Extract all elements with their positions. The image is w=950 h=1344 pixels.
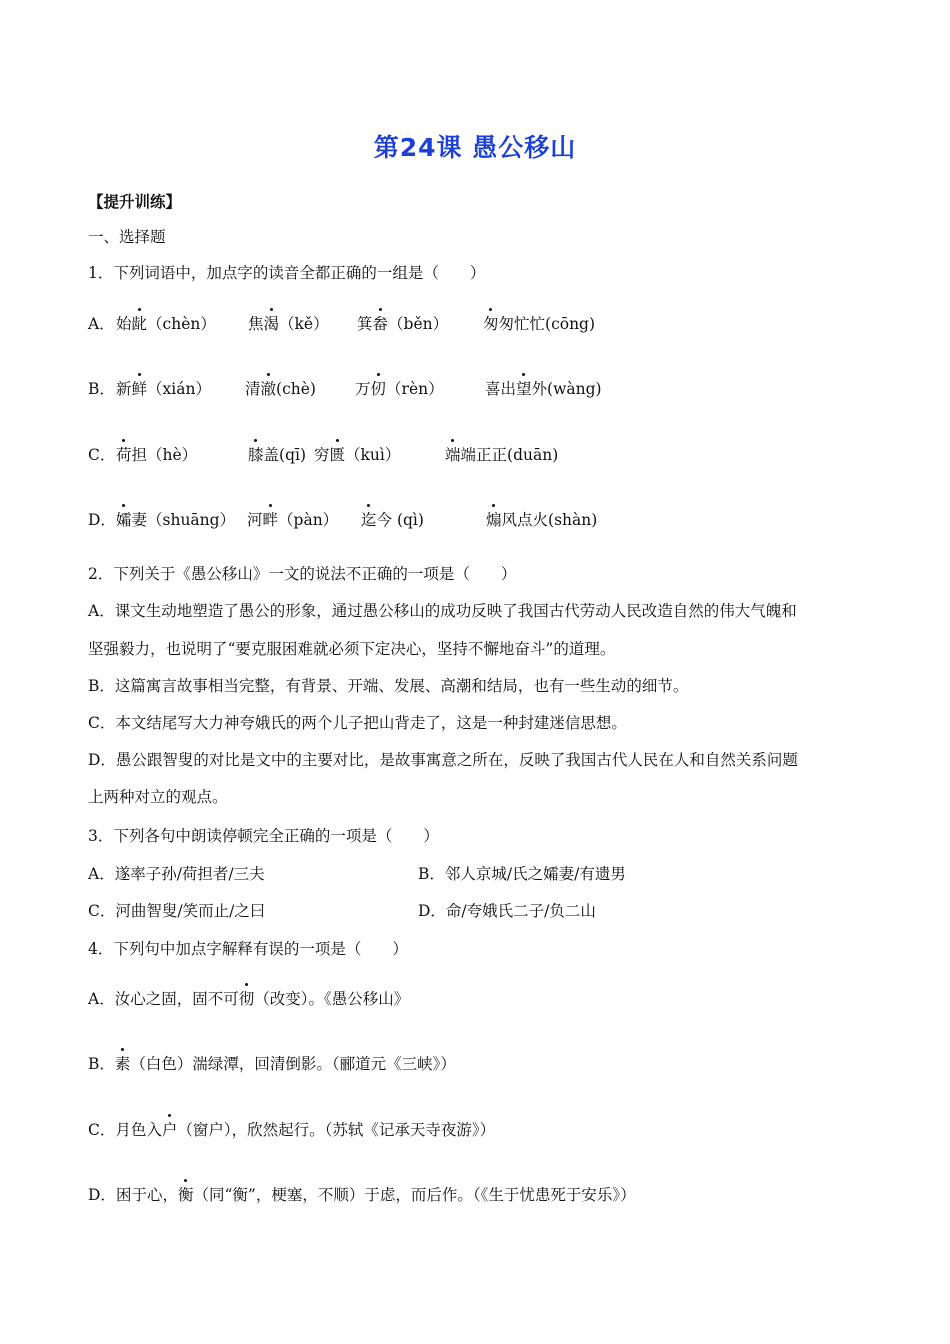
dotted-char: 煽 xyxy=(486,511,502,529)
q1-b-item-1: 新鲜（xián） xyxy=(116,380,211,398)
q2-line: 坚强毅力，也说明了“要克服困难就必须下定决心，坚持不懈地奋斗”的道理。 xyxy=(88,640,616,658)
dotted-char: 户 xyxy=(161,1121,178,1139)
lesson-title: 第24课 愚公移山 xyxy=(373,133,577,162)
q1-a-item-4: 匆匆忙忙(cōng) xyxy=(483,315,596,333)
q1-option-letter: D． xyxy=(88,511,116,529)
dotted-char: 畚 xyxy=(372,315,389,333)
q3-option-c: C．河曲智叟/笑而止/之曰 xyxy=(88,902,266,920)
q1-option-letter: B． xyxy=(88,380,115,398)
q1-d-item-3: 迄今 (qì) xyxy=(361,511,424,529)
q1-a-item-2: 焦渴（kě） xyxy=(248,315,329,333)
q2-line: D．愚公跟智叟的对比是文中的主要对比，是故事寓意之所在，反映了我国古代人民在人和自然关系问题 xyxy=(88,751,798,769)
q1-b-item-2: 清澈(chè) xyxy=(245,380,316,398)
q3-stem: 3．下列各句中朗读停顿完全正确的一项是（ ） xyxy=(88,827,439,845)
dotted-char: 澈 xyxy=(260,380,277,398)
q3-option-b: B．邻人京城/氏之孀妻/有遗男 xyxy=(418,865,626,883)
q2-stem: 2．下列关于《愚公移山》一文的说法不正确的一项是（ ） xyxy=(88,565,517,583)
q1-option-letter: A． xyxy=(88,315,115,333)
dotted-char: 端 xyxy=(445,446,461,464)
dotted-char: 畔 xyxy=(262,511,279,529)
q3-option-a: A．遂率子孙/荷担者/三夫 xyxy=(88,865,265,883)
section-label: 【提升训练】 xyxy=(88,192,182,211)
dotted-char: 孀 xyxy=(116,511,132,529)
q1-a-item-1: 始龀（chèn） xyxy=(116,315,216,333)
q4-stem: 4．下列句中加点字解释有误的一项是（ ） xyxy=(88,940,408,958)
dotted-char: 渴 xyxy=(263,315,280,333)
dotted-char: 衡 xyxy=(177,1186,194,1204)
q1-d-item-1: 孀妻（shuāng） xyxy=(116,511,236,529)
q4-option-c: C．月色入户（窗户），欣然起行。（苏轼《记承天寺夜游》） xyxy=(88,1121,496,1139)
q1-d-item-4: 煽风点火(shàn) xyxy=(486,511,598,529)
dotted-char: 鲜 xyxy=(131,380,148,398)
part-label: 一、选择题 xyxy=(88,228,166,246)
q1-c-item-4: 端端正正(duān) xyxy=(445,446,559,464)
q3-option-d: D．命/夸娥氏二子/负二山 xyxy=(418,902,596,920)
q2-line: C．本文结尾写大力神夸娥氏的两个儿子把山背走了，这是一种封建迷信思想。 xyxy=(88,714,627,732)
dotted-char: 望 xyxy=(516,380,532,398)
dotted-char: 匆 xyxy=(483,315,499,333)
q1-c-item-1: 荷担（hè） xyxy=(116,446,198,464)
q2-line: A．课文生动地塑造了愚公的形象，通过愚公移山的成功反映了我国古代劳动人民改造自然的伟大气魄和 xyxy=(88,602,797,620)
dotted-char: 彻 xyxy=(238,990,255,1008)
q1-c-item-3: 穷匮（kuì） xyxy=(314,446,401,464)
dotted-char: 匮 xyxy=(329,446,346,464)
q2-line: B．这篇寓言故事相当完整，有背景、开端、发展、高潮和结局，也有一些生动的细节。 xyxy=(88,677,689,695)
dotted-char: 仞 xyxy=(370,380,387,398)
dotted-char: 膝 xyxy=(248,446,264,464)
dotted-char: 迄 xyxy=(361,511,377,529)
q1-d-item-2: 河畔（pàn） xyxy=(247,511,339,529)
q4-option-b: B．素（白色）湍绿潭，回清倒影。（郦道元《三峡》） xyxy=(88,1055,456,1073)
q1-a-item-3: 箕畚（běn） xyxy=(357,315,449,333)
q1-b-item-4: 喜出望外(wàng) xyxy=(485,380,602,398)
q1-c-item-2: 膝盖(qī) xyxy=(248,446,306,464)
q2-line: 上两种对立的观点。 xyxy=(88,788,228,806)
q1-b-item-3: 万仞（rèn） xyxy=(355,380,444,398)
q4-option-a: A．汝心之固，固不可彻（改变）。《愚公移山》 xyxy=(88,990,410,1008)
dotted-char: 龀 xyxy=(131,315,148,333)
q1-option-letter: C． xyxy=(88,446,116,464)
q1-stem: 1．下列词语中，加点字的读音全都正确的一组是（ ） xyxy=(88,264,486,282)
dotted-char: 荷 xyxy=(116,446,132,464)
q4-option-d: D．困于心，衡（同“衡”，梗塞，不顺）于虑，而后作。（《生于忧患死于安乐》） xyxy=(88,1186,636,1204)
dotted-char: 素 xyxy=(114,1055,131,1073)
